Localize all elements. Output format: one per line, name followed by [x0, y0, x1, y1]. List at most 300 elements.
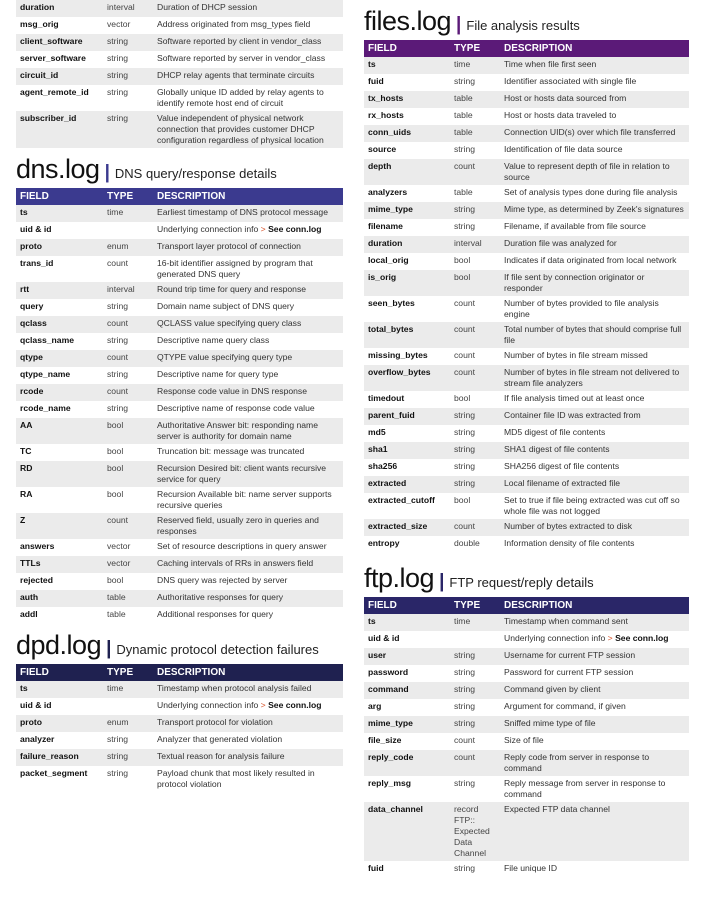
- table-row: [364, 125, 689, 142]
- table-row: [16, 401, 343, 418]
- field-type: interval: [450, 236, 500, 253]
- description-text: SHA1 digest of file contents: [504, 444, 610, 454]
- field-type: bool: [450, 270, 500, 296]
- ftp-log-title: [364, 563, 689, 597]
- section-separator: |: [439, 571, 445, 592]
- description-text: Local filename of extracted file: [504, 478, 621, 488]
- field-description: [153, 418, 343, 444]
- field-description: [500, 614, 689, 631]
- field-description: [153, 34, 343, 51]
- field-description: [153, 350, 343, 367]
- table-row: [364, 648, 689, 665]
- field-name: qtype_name: [16, 367, 103, 384]
- table-row: [16, 51, 343, 68]
- table-row: [16, 590, 343, 607]
- table-row: [16, 111, 343, 148]
- description-text: Sniffed mime type of file: [504, 718, 596, 728]
- field-description: [153, 732, 343, 749]
- table-header-row: [364, 40, 689, 57]
- field-description: [153, 205, 343, 222]
- field-name: parent_fuid: [364, 408, 450, 425]
- description-text: Software reported by server in vendor_class: [157, 53, 326, 63]
- field-description: [500, 142, 689, 159]
- table-row: [364, 665, 689, 682]
- field-description: [500, 493, 689, 519]
- table-row: [364, 348, 689, 365]
- field-name: agent_remote_id: [16, 85, 103, 111]
- description-text: Transport layer protocol of connection: [157, 241, 301, 251]
- description-text: Textual reason for analysis failure: [157, 751, 285, 761]
- field-name: sha1: [364, 442, 450, 459]
- table-row: [364, 142, 689, 159]
- table-row: [16, 698, 343, 715]
- field-name: TC: [16, 444, 103, 461]
- description-text: Number of bytes in file stream missed: [504, 350, 648, 360]
- field-type: string: [450, 861, 500, 878]
- field-name: qtype: [16, 350, 103, 367]
- description-text: File unique ID: [504, 863, 558, 873]
- field-type: bool: [450, 253, 500, 270]
- field-name: ts: [16, 205, 103, 222]
- field-name: answers: [16, 539, 103, 556]
- field-description: [500, 322, 689, 348]
- description-text: DHCP relay agents that terminate circuits: [157, 70, 315, 80]
- section-separator: |: [104, 162, 110, 183]
- field-type: bool: [103, 573, 153, 590]
- field-type: string: [103, 111, 153, 148]
- field-description: [153, 17, 343, 34]
- field-name: total_bytes: [364, 322, 450, 348]
- field-name: auth: [16, 590, 103, 607]
- field-name: uid & id: [16, 222, 103, 239]
- table-row: [364, 185, 689, 202]
- field-description: [153, 0, 343, 17]
- field-description: [153, 367, 343, 384]
- dpd-table: [16, 664, 343, 792]
- field-type: string: [103, 51, 153, 68]
- table-row: [364, 519, 689, 536]
- table-row: [16, 539, 343, 556]
- table-row: [16, 749, 343, 766]
- field-name: overflow_bytes: [364, 365, 450, 391]
- field-name: client_software: [16, 34, 103, 51]
- field-type: string: [450, 716, 500, 733]
- table-row: [364, 159, 689, 185]
- field-description: [500, 74, 689, 91]
- description-text: Expected FTP data channel: [504, 804, 610, 814]
- table-row: [364, 408, 689, 425]
- field-name: filename: [364, 219, 450, 236]
- table-row: [364, 270, 689, 296]
- column-header-description: DESCRIPTION: [500, 40, 689, 57]
- field-name: RA: [16, 487, 103, 513]
- field-description: [500, 682, 689, 699]
- table-row: [364, 682, 689, 699]
- files-log-title: [364, 6, 689, 40]
- field-name: Z: [16, 513, 103, 539]
- description-text: Password for current FTP session: [504, 667, 634, 677]
- table-row: [364, 296, 689, 322]
- table-row: [16, 681, 343, 698]
- field-type: string: [450, 408, 500, 425]
- section-name: ftp.log: [364, 563, 435, 593]
- table-row: [364, 699, 689, 716]
- field-type: string: [450, 425, 500, 442]
- field-name: is_orig: [364, 270, 450, 296]
- field-type: string: [450, 665, 500, 682]
- field-description: [500, 459, 689, 476]
- field-description: [500, 408, 689, 425]
- field-description: [500, 425, 689, 442]
- table-row: [364, 365, 689, 391]
- description-text: Username for current FTP session: [504, 650, 636, 660]
- table-row: [364, 493, 689, 519]
- description-text: Container file ID was extracted from: [504, 410, 641, 420]
- field-type: count: [450, 519, 500, 536]
- field-type: count: [450, 348, 500, 365]
- description-text: If file analysis timed out at least once: [504, 393, 645, 403]
- description-text: 16-bit identifier assigned by program that generated DNS query: [157, 258, 313, 279]
- field-description: [153, 698, 343, 715]
- section-description: File analysis results: [466, 18, 580, 33]
- field-type: [103, 222, 153, 239]
- description-text: Number of bytes extracted to disk: [504, 521, 633, 531]
- section-description: FTP request/reply details: [449, 575, 594, 590]
- field-type: string: [103, 34, 153, 51]
- field-type: string: [450, 476, 500, 493]
- files-log-section: [364, 6, 689, 553]
- description-text: Descriptive name of response code value: [157, 403, 315, 413]
- table-row: [16, 68, 343, 85]
- field-description: [500, 750, 689, 776]
- field-name: extracted: [364, 476, 450, 493]
- description-text: Indicates if data originated from local network: [504, 255, 677, 265]
- field-name: analyzer: [16, 732, 103, 749]
- field-name: data_channel: [364, 802, 450, 861]
- field-type: string: [103, 749, 153, 766]
- description-text: Duration of DHCP session: [157, 2, 258, 12]
- field-name: missing_bytes: [364, 348, 450, 365]
- description-text: Globally unique ID added by relay agents to identify remote host end of circuit: [157, 87, 324, 108]
- field-type: string: [103, 333, 153, 350]
- arrow-right-icon: >: [258, 700, 269, 710]
- description-text: DNS query was rejected by server: [157, 575, 288, 585]
- field-description: [153, 556, 343, 573]
- field-type: table: [450, 185, 500, 202]
- field-name: mime_type: [364, 202, 450, 219]
- description-text: Caching intervals of RRs in answers field: [157, 558, 314, 568]
- description-text: SHA256 digest of file contents: [504, 461, 620, 471]
- description-text: Time when file first seen: [504, 59, 597, 69]
- field-name: user: [364, 648, 450, 665]
- field-name: entropy: [364, 536, 450, 553]
- field-type: record FTP:: Expected Data Channel: [450, 802, 500, 861]
- table-header-row: [16, 664, 343, 681]
- description-text: Reserved field, usually zero in queries and responses: [157, 515, 319, 536]
- description-text: Authoritative responses for query: [157, 592, 284, 602]
- description-text: Address originated from msg_types field: [157, 19, 311, 29]
- field-description: [153, 282, 343, 299]
- field-type: time: [450, 57, 500, 74]
- description-text: Duration file was analyzed for: [504, 238, 617, 248]
- field-name: duration: [364, 236, 450, 253]
- field-type: enum: [103, 715, 153, 732]
- field-name: extracted_cutoff: [364, 493, 450, 519]
- field-name: tx_hosts: [364, 91, 450, 108]
- description-text: Descriptive name for query type: [157, 369, 279, 379]
- description-text: Identification of file data source: [504, 144, 623, 154]
- field-name: extracted_size: [364, 519, 450, 536]
- table-row: [364, 236, 689, 253]
- table-row: [364, 614, 689, 631]
- table-row: [16, 282, 343, 299]
- field-name: depth: [364, 159, 450, 185]
- field-type: interval: [103, 282, 153, 299]
- field-description: [500, 365, 689, 391]
- see-reference: [605, 633, 668, 643]
- field-description: [500, 91, 689, 108]
- dhcp-table: [16, 0, 343, 148]
- field-description: [500, 296, 689, 322]
- field-description: [500, 648, 689, 665]
- table-row: [364, 776, 689, 802]
- field-description: [153, 384, 343, 401]
- field-type: bool: [103, 418, 153, 444]
- dpd-log-section: [16, 630, 343, 792]
- field-description: [500, 253, 689, 270]
- field-name: rx_hosts: [364, 108, 450, 125]
- description-text: Payload chunk that most likely resulted in protocol violation: [157, 768, 315, 789]
- description-text: Total number of bytes that should comprise full file: [504, 324, 682, 345]
- description-text: Filename, if available from file source: [504, 221, 646, 231]
- description-text: Analyzer that generated violation: [157, 734, 283, 744]
- field-description: [153, 85, 343, 111]
- description-text: Host or hosts data sourced from: [504, 93, 627, 103]
- description-text: Software reported by client in vendor_class: [157, 36, 322, 46]
- table-row: [16, 418, 343, 444]
- field-name: password: [364, 665, 450, 682]
- field-type: string: [450, 442, 500, 459]
- table-row: [16, 732, 343, 749]
- description-text: Mime type, as determined by Zeek's signatures: [504, 204, 684, 214]
- field-type: table: [450, 91, 500, 108]
- description-text: Timestamp when command sent: [504, 616, 628, 626]
- table-row: [364, 91, 689, 108]
- reference-link: See conn.log: [268, 224, 322, 234]
- section-name: dns.log: [16, 154, 100, 184]
- column-header-description: DESCRIPTION: [153, 664, 343, 681]
- field-description: [500, 236, 689, 253]
- table-row: [16, 222, 343, 239]
- table-row: [364, 476, 689, 493]
- description-text: Number of bytes in file stream not delivered to stream file analyzers: [504, 367, 680, 388]
- table-row: [16, 367, 343, 384]
- table-row: [16, 350, 343, 367]
- description-text: Authoritative Answer bit: responding name server is authority for domain name: [157, 420, 318, 441]
- table-row: [364, 391, 689, 408]
- field-description: [500, 733, 689, 750]
- section-description: DNS query/response details: [114, 166, 277, 181]
- field-description: [153, 749, 343, 766]
- field-name: ts: [364, 57, 450, 74]
- field-type: bool: [450, 493, 500, 519]
- field-type: table: [103, 590, 153, 607]
- description-text: Underlying connection info: [157, 224, 259, 234]
- right-column: [364, 0, 689, 884]
- field-description: [500, 442, 689, 459]
- field-name: local_orig: [364, 253, 450, 270]
- table-row: [364, 631, 689, 648]
- description-text: Reply message from server in response to command: [504, 778, 666, 799]
- field-name: sha256: [364, 459, 450, 476]
- description-text: Response code value in DNS response: [157, 386, 308, 396]
- table-row: [16, 573, 343, 590]
- field-description: [500, 631, 689, 648]
- field-name: conn_uids: [364, 125, 450, 142]
- field-name: circuit_id: [16, 68, 103, 85]
- description-text: Set of analysis types done during file analysis: [504, 187, 678, 197]
- description-text: Transport protocol for violation: [157, 717, 273, 727]
- field-description: [153, 333, 343, 350]
- table-row: [16, 256, 343, 282]
- field-name: file_size: [364, 733, 450, 750]
- field-name: addl: [16, 607, 103, 624]
- field-name: md5: [364, 425, 450, 442]
- field-name: uid & id: [16, 698, 103, 715]
- field-description: [500, 476, 689, 493]
- field-type: bool: [450, 391, 500, 408]
- field-description: [500, 108, 689, 125]
- field-type: string: [103, 68, 153, 85]
- table-row: [364, 74, 689, 91]
- dns-log-title: [16, 154, 343, 188]
- column-header-field: FIELD: [16, 664, 103, 681]
- field-description: [153, 299, 343, 316]
- table-row: [16, 316, 343, 333]
- description-text: If file sent by connection originator or responder: [504, 272, 645, 293]
- table-row: [16, 299, 343, 316]
- field-description: [153, 401, 343, 418]
- table-row: [16, 487, 343, 513]
- field-type: count: [103, 384, 153, 401]
- column-header-field: FIELD: [364, 40, 450, 57]
- description-text: Round trip time for query and response: [157, 284, 307, 294]
- field-type: count: [103, 513, 153, 539]
- description-text: Underlying connection info: [157, 700, 259, 710]
- description-text: Set to true if file being extracted was cut off so whole file was not logged: [504, 495, 680, 516]
- table-row: [364, 219, 689, 236]
- field-type: count: [450, 750, 500, 776]
- column-header-description: DESCRIPTION: [500, 597, 689, 614]
- field-name: rtt: [16, 282, 103, 299]
- table-row: [364, 425, 689, 442]
- table-header-row: [364, 597, 689, 614]
- description-text: Reply code from server in response to command: [504, 752, 650, 773]
- field-type: bool: [103, 461, 153, 487]
- field-description: [500, 802, 689, 861]
- section-name: dpd.log: [16, 630, 102, 660]
- field-type: string: [450, 682, 500, 699]
- field-description: [500, 270, 689, 296]
- field-name: timedout: [364, 391, 450, 408]
- description-text: Identifier associated with single file: [504, 76, 637, 86]
- field-type: string: [103, 401, 153, 418]
- column-header-type: TYPE: [450, 597, 500, 614]
- field-name: proto: [16, 239, 103, 256]
- ftp-table: [364, 597, 689, 878]
- field-name: failure_reason: [16, 749, 103, 766]
- field-description: [500, 776, 689, 802]
- description-text: Value independent of physical network connection that provides customer DHCP configuration regardless of physical location: [157, 113, 324, 145]
- field-description: [153, 222, 343, 239]
- dns-table: [16, 188, 343, 624]
- description-text: Set of resource descriptions in query answer: [157, 541, 327, 551]
- field-description: [153, 513, 343, 539]
- field-name: reply_code: [364, 750, 450, 776]
- field-description: [500, 219, 689, 236]
- arrow-right-icon: >: [258, 224, 269, 234]
- field-description: [153, 444, 343, 461]
- field-description: [153, 51, 343, 68]
- description-text: Connection UID(s) over which file transferred: [504, 127, 676, 137]
- table-row: [364, 716, 689, 733]
- field-name: uid & id: [364, 631, 450, 648]
- field-name: fuid: [364, 861, 450, 878]
- field-description: [500, 716, 689, 733]
- field-type: interval: [103, 0, 153, 17]
- field-type: table: [450, 125, 500, 142]
- table-row: [364, 750, 689, 776]
- field-name: proto: [16, 715, 103, 732]
- field-name: rcode_name: [16, 401, 103, 418]
- table-row: [364, 322, 689, 348]
- field-description: [153, 487, 343, 513]
- field-type: [103, 698, 153, 715]
- field-description: [153, 539, 343, 556]
- field-name: duration: [16, 0, 103, 17]
- see-reference: [258, 224, 321, 234]
- table-row: [364, 733, 689, 750]
- field-description: [500, 699, 689, 716]
- field-description: [153, 239, 343, 256]
- field-name: rejected: [16, 573, 103, 590]
- files-table: [364, 40, 689, 553]
- description-text: QCLASS value specifying query class: [157, 318, 302, 328]
- description-text: Command given by client: [504, 684, 601, 694]
- field-description: [153, 766, 343, 792]
- field-name: command: [364, 682, 450, 699]
- table-row: [16, 333, 343, 350]
- field-description: [153, 111, 343, 148]
- dns-log-section: [16, 154, 343, 624]
- field-type: bool: [103, 444, 153, 461]
- table-row: [364, 108, 689, 125]
- field-name: qclass: [16, 316, 103, 333]
- reference-link: See conn.log: [268, 700, 322, 710]
- description-text: Value to represent depth of file in relation to source: [504, 161, 670, 182]
- table-row: [16, 384, 343, 401]
- field-type: string: [450, 219, 500, 236]
- table-row: [16, 85, 343, 111]
- column-header-type: TYPE: [103, 664, 153, 681]
- table-row: [364, 459, 689, 476]
- field-type: string: [103, 85, 153, 111]
- field-type: enum: [103, 239, 153, 256]
- field-name: qclass_name: [16, 333, 103, 350]
- field-type: time: [103, 205, 153, 222]
- column-header-field: FIELD: [16, 188, 103, 205]
- field-type: string: [450, 459, 500, 476]
